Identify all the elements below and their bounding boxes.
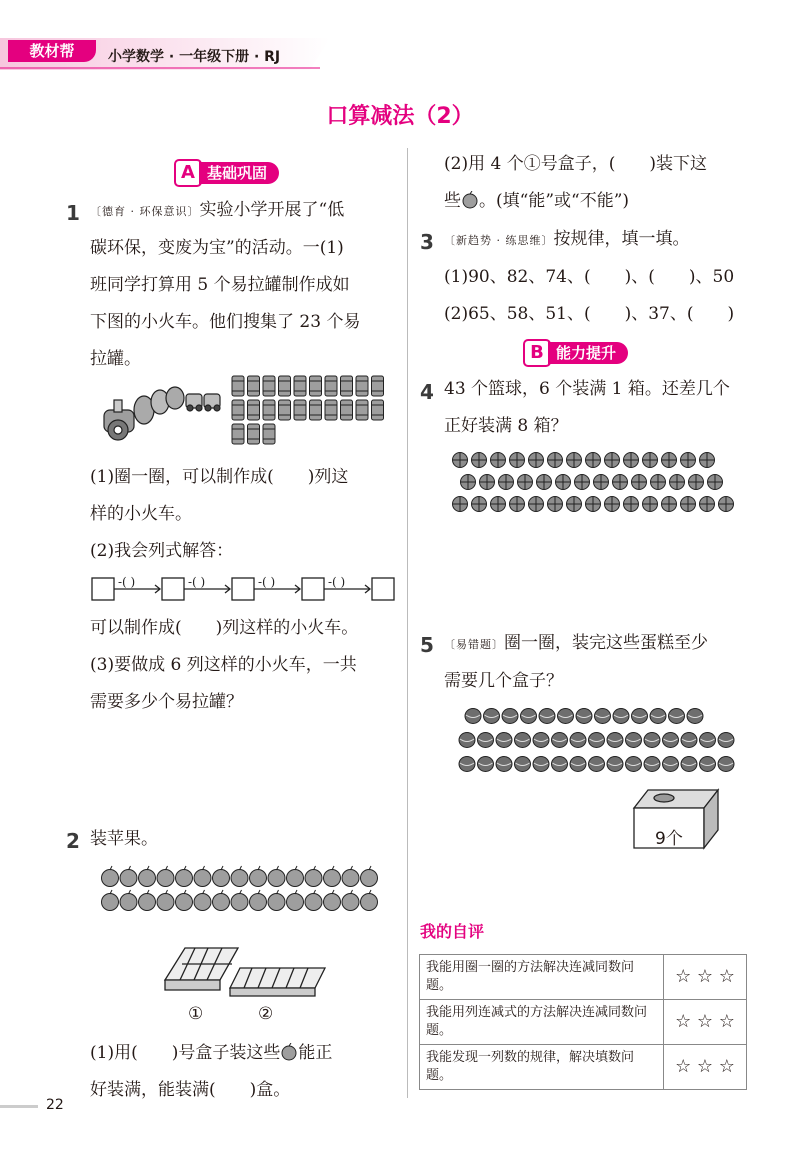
section-a-badge [174, 159, 279, 185]
apple-icon [361, 894, 378, 911]
star-rating[interactable]: ☆ ☆ ☆ [664, 955, 747, 1000]
section-b-badge [523, 339, 628, 365]
question-number: 1 [66, 201, 80, 225]
apple-icon [268, 894, 285, 911]
chain-op: -( ) [258, 575, 276, 589]
apple-icon [176, 894, 193, 911]
apple-icon [194, 870, 211, 887]
apple-icon [213, 870, 230, 887]
apple-icon [120, 870, 137, 887]
can-icon [341, 376, 353, 396]
box2-label: ② [258, 1004, 274, 1024]
q2-part2: (2)用 4 个①号盒子，( )装下这 些 。(填“能”或“不能”) [444, 154, 707, 211]
can-icon [232, 376, 244, 396]
question-number: 3 [420, 230, 434, 254]
chain-op: -( ) [328, 575, 346, 589]
eval-criterion: 我能用列连减式的方法解决连减同数问题。 [420, 1000, 664, 1045]
apple-icon [268, 870, 285, 887]
star-rating[interactable]: ☆ ☆ ☆ [664, 1045, 747, 1090]
footer-rule [0, 1105, 38, 1108]
apple-icon [342, 870, 359, 887]
box1-label: ① [188, 1004, 204, 1024]
apple-icon [250, 870, 267, 887]
brand-logo: 教材帮 [8, 40, 96, 62]
can-icon [294, 400, 306, 420]
apple-icon [250, 894, 267, 911]
q2-part1: (1)用( )号盒子装这些 能正 好装满，能装满( )盒。 [90, 1043, 333, 1100]
self-evaluation-table [419, 954, 747, 1090]
can-icon [310, 400, 322, 420]
can-icon [232, 400, 244, 420]
apple-icon [287, 894, 304, 911]
table-row [420, 955, 747, 1000]
question-text: 装苹果。 [90, 829, 158, 849]
apple-icon [194, 894, 211, 911]
apple-icon [231, 870, 248, 887]
book-series: 小学数学 · 一年级下册 · RJ [108, 49, 281, 65]
can-icon [372, 376, 384, 396]
can-icon [356, 400, 368, 420]
boxes-illustration [160, 930, 330, 1000]
question-tag: 〔德育 · 环保意识〕 [90, 205, 200, 218]
can-icon [248, 400, 260, 420]
chain-op: -( ) [188, 575, 206, 589]
can-icon [279, 400, 291, 420]
apple-icon [305, 870, 322, 887]
question-number: 2 [66, 829, 80, 853]
section-letter: B [523, 339, 551, 367]
apple-icon [280, 1043, 298, 1061]
question-number: 5 [420, 633, 434, 657]
can-icon [263, 400, 275, 420]
apple-icon [461, 191, 479, 209]
section-name: 能力提升 [548, 342, 628, 364]
cake-box-label: 9个 [655, 829, 683, 849]
apple-icon [213, 894, 230, 911]
apple-icon [361, 870, 378, 887]
can-icon [356, 376, 368, 396]
apples-grid [100, 864, 390, 916]
column-divider [407, 148, 408, 1098]
apple-icon [324, 894, 341, 911]
can-icon [263, 424, 275, 444]
page-title: 口算减法（2） [326, 104, 474, 129]
section-letter: A [174, 159, 202, 187]
q4-text: 43 个篮球，6 个装满 1 箱。还差几个 正好装满 8 箱？ [444, 379, 730, 436]
can-icon [248, 376, 260, 396]
apple-icon [120, 894, 137, 911]
apple-icon [287, 870, 304, 887]
eval-criterion: 我能用圈一圈的方法解决连减同数问题。 [420, 955, 664, 1000]
apple-icon [102, 870, 119, 887]
chain-op: -( ) [118, 575, 136, 589]
train-and-cans-illustration [100, 374, 390, 446]
eval-criterion: 我能发现一列数的规律，解决填数问题。 [420, 1045, 664, 1090]
q1-part1: (1)圈一圈，可以制作成( )列这 样的小火车。 (2)我会列式解答： [90, 467, 349, 561]
can-icon [325, 400, 337, 420]
can-icon [263, 376, 275, 396]
q3-text: 〔新趋势 · 练思维〕按规律，填一填。 (1)90、82、74、( )、( )、50 (2)65、58、51、( )、37、( ) [444, 229, 735, 324]
apple-icon [102, 894, 119, 911]
can-icon [279, 376, 291, 396]
can-icon [325, 376, 337, 396]
cans-grid [232, 376, 384, 444]
self-evaluation-title: 我的自评 [420, 922, 485, 941]
cakes-image [455, 702, 745, 780]
apple-icon [342, 894, 359, 911]
section-name: 基础巩固 [199, 162, 279, 184]
apple-icon [324, 870, 341, 887]
can-icon [232, 424, 244, 444]
toy-train-image [104, 387, 220, 440]
table-row [420, 1000, 747, 1045]
apple-icon [139, 894, 156, 911]
q5-text: 〔易错题〕圈一圈，装完这些蛋糕至少 需要几个盒子？ [444, 633, 708, 691]
subtraction-chain [90, 574, 400, 604]
apple-icon [157, 870, 174, 887]
can-icon [341, 400, 353, 420]
page-number: 22 [46, 1097, 64, 1113]
apple-icon [157, 894, 174, 911]
q1-part2-3: 可以制作成( )列这样的小火车。 (3)要做成 6 列这样的小火车，一共 需要多少个易拉罐？ [90, 618, 359, 712]
can-icon [248, 424, 260, 444]
apple-icon [231, 894, 248, 911]
apple-icon [305, 894, 322, 911]
apple-icon [176, 870, 193, 887]
apple-icon [139, 870, 156, 887]
can-icon [310, 376, 322, 396]
question-text: 〔德育 · 环保意识〕实验小学开展了“低 碳环保，变废为宝”的活动。一(1) 班同学打算用 5 个易拉罐制作成如 下图的小火车。他们搜集了 23 个易 拉罐。 [90, 200, 361, 369]
basketballs-image [450, 448, 740, 518]
star-rating[interactable]: ☆ ☆ ☆ [664, 1000, 747, 1045]
can-icon [372, 400, 384, 420]
question-number: 4 [420, 380, 434, 404]
table-row [420, 1045, 747, 1090]
can-icon [294, 376, 306, 396]
